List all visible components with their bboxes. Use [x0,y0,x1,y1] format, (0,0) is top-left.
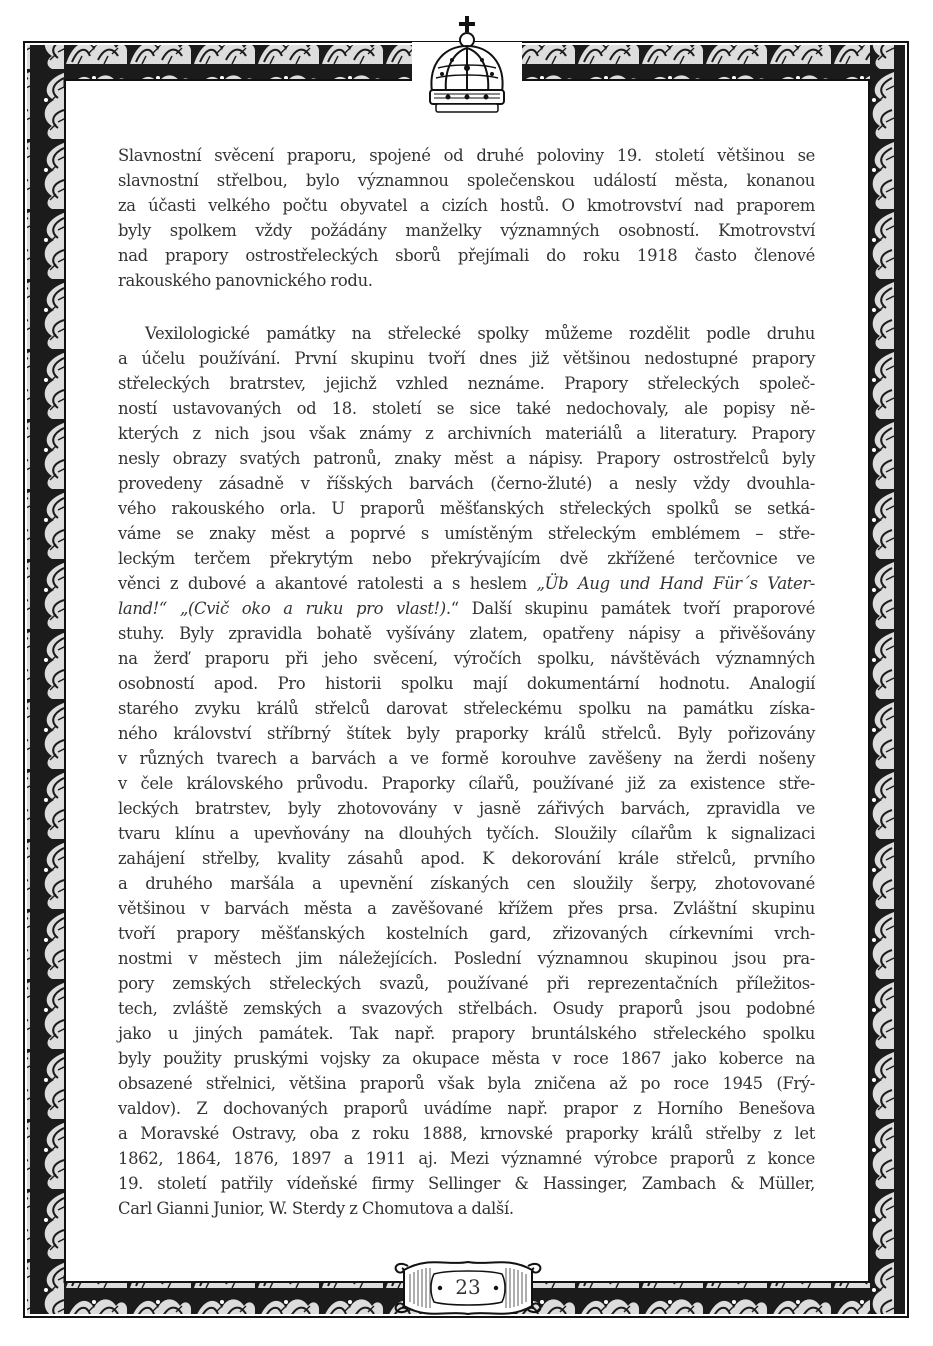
paragraph-2 [118,321,815,1221]
text-line: byly použity pruskými vojsky za okupace města v roce 1867 jako koberce na [118,1049,815,1068]
text-line: většinou v barvách města a zavěšované křížem přes prsa. Zvláštní skupinu [118,899,815,918]
text-line: provedeny zásadně v říšských barvách (černo-žluté) a nesly vždy dvouhla- [118,474,815,493]
text-line: na žerď praporu při jeho svěcení, výročích spolku, návštěvách významných [118,649,815,668]
text-line: za účasti velkého počtu obyvatel a cizích hostů. O kmotrovství nad praporem [118,196,815,215]
text-line: nesly obrazy svatých patronů, znaky měst a nápisy. Prapory ostrostřelců byly [118,449,815,468]
text-line: 19. století patřily vídeňské firmy Sellinger & Hassinger, Zambach & Müller, [118,1174,815,1193]
text-line: váme se znaky měst a poprvé s umístěným střeleckým emblémem – stře- [118,524,815,543]
crown-icon [412,8,522,120]
text-line: ností ustavovaných od 18. století se sice také nedochovaly, ale popisy ně- [118,399,815,418]
paragraph-1 [118,143,815,293]
text-line: osobností apod. Pro historii spolku mají dokumentární hodnotu. Analogií [118,674,815,693]
text-line: střeleckých bratrstev, jejichž vzhled neznáme. Prapory střeleckých společ- [118,374,815,393]
text-line-with-motto [118,596,815,621]
text-line: Slavnostní svěcení praporu, spojené od druhé poloviny 19. století většinou se [118,146,815,165]
text-line: a Moravské Ostravy, oba z roku 1888, krnovské praporky králů střelby z let [118,1124,815,1143]
text-line: ného království stříbrný štítek byly praporky králů střelců. Byly pořizovány [118,724,815,743]
text-line: zahájení střelby, kvality zásahů apod. K dekorování krále střelců, prvního [118,849,815,868]
text-line: v čele královského průvodu. Praporky cílařů, používané již za existence stře- [118,774,815,793]
text-line: stuhy. Byly zpravidla bohatě vyšívány zlatem, opatřeny nápisy a přivěšovány [118,624,815,643]
text-line: 1862, 1864, 1876, 1897 a 1911 aj. Mezi významné výrobce praporů z konce [118,1149,815,1168]
text-line: starého zvyku králů střelců darovat střeleckému spolku na památku získa- [118,699,815,718]
text-line: leckým terčem překrytým nebo překrývajícím dvě zkřížené terčovnice ve [118,549,815,568]
text-line: nad prapory ostrostřeleckých sborů přejímali do roku 1918 často členové [118,246,815,265]
motto-german: „Üb Aug und Hand Für´s Vater- [536,574,815,593]
text-line: Vexilologické památky na střelecké spolky můžeme rozdělit podle druhu [145,324,815,343]
text-span: “ Další skupinu památek tvoří praporové [450,599,815,618]
text-line-with-motto [118,571,815,596]
text-line: nostmi v městech jim náležejících. Poslední významnou skupinou jsou pra- [118,949,815,968]
text-line: byly spolkem vždy požádány manželky významných osobností. Kmotrovství [118,221,815,240]
text-line: vého rakouského orla. U praporů měšťanských střeleckých spolků se setká- [118,499,815,518]
text-line: tvoří prapory měšťanských kostelních gard, zřizovaných církevními vrch- [118,924,815,943]
text-line: a druhého maršála a upevnění získaných cen sloužily šerpy, zhotovované [118,874,815,893]
text-line: leckých bratrstev, byly zhotovovány v jasně zářivých barvách, zpravidla ve [118,799,815,818]
text-line: a účelu používání. První skupinu tvoří dnes již většinou nedostupné prapory [118,349,815,368]
text-span: věnci z dubové a akantové ratolesti a s heslem [118,574,537,593]
text-line: tech, zvláště zemských a svazových střelbách. Osudy praporů jsou podobné [118,999,815,1018]
text-line: slavnostní střelbou, bylo významnou společenskou událostí města, konanou [118,171,815,190]
text-line: rakouského panovnického rodu. [118,271,373,290]
text-line: v různých tvarech a barvách a ve formě korouhve zavěšeny na žerdi nošeny [118,749,815,768]
text-line: tvaru klínu a upevňovány na dlouhých tyčích. Sloužily cílařům k signalizaci [118,824,815,843]
motto-czech: land!“ „(Cvič oko a ruku pro vlast!). [118,599,451,618]
text-line: jako u jiných památek. Tak např. prapory bruntálského střeleckého spolku [118,1024,815,1043]
text-line: valdov). Z dochovaných praporů uvádíme např. prapor z Horního Benešova [118,1099,815,1118]
text-line: obsazené střelnici, většina praporů však byla zničena až po roce 1945 (Frý- [118,1074,815,1093]
text-line: Carl Gianni Junior, W. Sterdy z Chomutova a další. [118,1199,514,1218]
page-number: 23 [455,1275,481,1299]
text-line: kterých z nich jsou však známy z archivních materiálů a literatury. Prapory [118,424,815,443]
text-line: pory zemských střeleckých svazů, používané při reprezentačních příležitos- [118,974,815,993]
